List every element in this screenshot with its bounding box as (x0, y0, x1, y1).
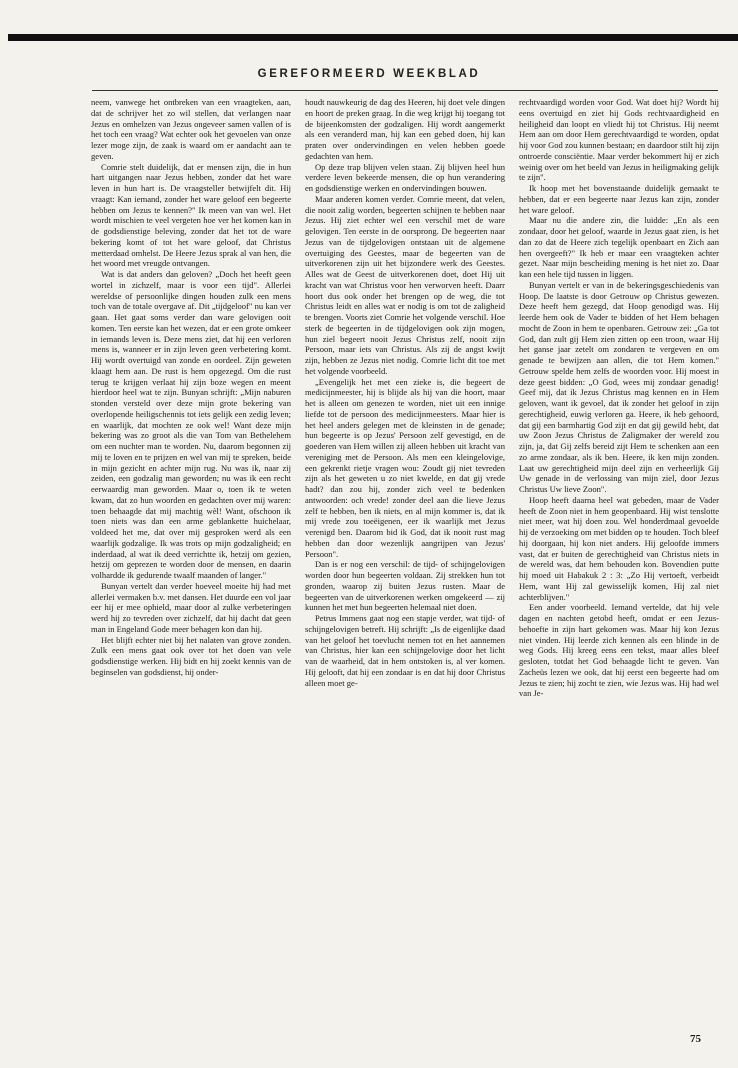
paragraph: Bunyan vertelt dan verder hoeveel moeite hij had met allerlei vermaken b.v. met dansen. Het duurde een vol jaar eer hij er mee ophield, maar door al zulke verbeteringen werd hij zo tevreden over zichzelf, dat hij dacht dat geen man in Engeland Gode meer behagen kon dan hij. (91, 580, 291, 634)
paragraph: Comrie stelt duidelijk, dat er mensen zijn, die in hun hart uitgangen naar Jezus hebben, zonder dat het ware leven in hun hart is. De vraagsteller betwijfelt dit. Hij vraagt: Kan iemand, zonder het ware geloof een begeerte hebben om Jezus te kennen?" Ik meen van van wel. Het wordt mischien te veel vergeten hoe ver het komen kan in de godsdienstige beleving, zonder dat het tot de ware bekering komt of tot het ware geloof, dat Christus metterdaad omhelst. De Heere Jezus sprak al van hen, die het woord met vreugde ontvangen. (91, 161, 291, 269)
paragraph: „Evengelijk het met een zieke is, die begeert de medicijnmeester, hij is blijde als hij van die hoort, maar het is alleen om genezen te worden, niet uit een innige liefde tot de persoon des medicijnmeesters. Maar hier is het heel anders gelegen met de kleinsten in de genade; hun begeerte is op Jezus' Persoon zelf gevestigd, en de goederen van Hem willen zij alleen hebben uit kracht van vereniging met de Persoon. Als men een kleingelovige, een gekrenkt rietje vragen wou: Zoudt gij niet tevreden zijn als het geweten u zo niet kwelde, en dat gij vrede hadt? dan zou hij, zonder zich veel te bedenken antwoorden: och vrede! zonder deel aan die lieve Jezus zelf te hebben, ben ik niets, en al mijn kommer is, dat ik mij vrede zou toeëigenen, eer ik waarlijk met Jezus verenigd ben. Daarom bid ik God, dat ik nooit rust mag hebben dan door wezenlijk aangrijpen van Jezus' Persoon". (305, 376, 505, 559)
paragraph: rechtvaardigd worden voor God. Wat doet hij? Wordt hij eens overtuigd en ziet hij Gods rechtvaardigheid en heiligheid dan loopt en vliedt hij tot Christus. Hij neemt Hem aan om door Hem gerechtvaardigd te worden, opdat hij voor God zou kunnen bestaan; en daardoor stilt hij zijn ontroerde consciëntie. Maar verder bekommert hij er zich weinig over om het beeld van Jezus in heiligmaking gelijk te zijn". (519, 97, 719, 183)
paragraph: Ik hoop met het bovenstaande duidelijk gemaakt te hebben, dat er een begeerte naar Jezus kan zijn, zonder het ware geloof. (519, 183, 719, 215)
paragraph: Petrus Immens gaat nog een stapje verder, wat tijd- of schijngelovigen betreft. Hij schrijft: „Is de eigenlijke daad van het geloof het toevlucht nemen tot en het aannemen van Christus, hier kan een schijngelovige door het licht van de waarheid, dat in hem ontstoken is, al ver komen. Hij gelooft, dat hij een zondaar is en dat hij door Christus alleen moet ge- (305, 613, 505, 688)
paragraph: houdt nauwkeurig de dag des Heeren, hij doet vele dingen en hoort de preken graag. In die weg krijgt hij toegang tot de bijeenkomsten der godzaligen. Hij wordt aangemerkt als een veranderd man, hij kan een gebed doen, hij kan praten over ondervindingen en velen hebben goede gedachten van hem. (305, 97, 505, 161)
running-title: GEREFORMEERD WEEKBLAD (257, 68, 481, 80)
article-columns (91, 97, 719, 1029)
paragraph: Maar anderen komen verder. Comrie meent, dat velen, die nooit zalig worden, begeerten schijnen te hebben naar Jezus. Hij ziet echter wel een verschil met de ware gelovigen. Ten eerste in de oorsprong. De begeerten naar Jezus van de tijdgelovigen ontstaan uit de algemene overtuiging des Geestes, maar de begeerten van de uitverkorenen zijn uit het bijzondere werk des Geestes. Alles wat de Geest de uitverkorenen doet, doet Hij uit kracht van wat Christus voor hen verworven heeft. Daarr hoort dus ook onder het brengen op de weg, die tot Christus leidt en alles wat er nodig is om tot de zaligheid te brengen. Voorts ziet Comrie het volgende verschil. Hoe sterk de begeerten in de tijdgelovigen ook zijn mogen, hun ziel begeert nooit Jezus Christus zelf, nooit zijn Persoon, maar iets van Christus. Als zij de angst kwijt zijn, hebben ze Jezus niet nodig. Comrie licht dit toe met het volgende voorbeeld. (305, 193, 505, 376)
paragraph: Een ander voorbeeld. Iemand vertelde, dat hij vele dagen en nachten getobd heeft, omdat er een Jezus-behoefte in zijn hart gekomen was. Maar hij kon Jezus niet vinden. Hij leerde zich kennen als een blinde in de weg Gods. Hij kreeg eens een tekst, maar alles bleef gesloten, totdat het God behaagde licht te geven. Van Zacheüs lezen we ook, dat hij eerst een begeerte had om Jezus te zien; hij zocht te zien, wie Jezus was. Hij had wel van Je- (519, 602, 719, 699)
column-middle (305, 97, 505, 1029)
top-rule (8, 34, 738, 41)
page-number: 75 (690, 1033, 701, 1045)
column-left (91, 97, 291, 1029)
paragraph: Hoop heeft daarna heel wat gebeden, maar de Vader heeft de Zoon niet in hem geopenbaard. Hij wist tenslotte niet meer, wat hij doen zou. Wel honderdmaal gevoelde hij de verzoeking om met bidden op te houden. Toch bleef hij doorgaan, hij kon niet anders. Hij geloofde immers vast, dat er buiten de gerechtigheid van Christus niets in de wereld was, dat hem behouden kon. Bovendien putte hij moed uit Habakuk 2 : 3: „Zo Hij vertoeft, verbeidt Hem, want Hij zal gewisselijk komen, Hij zal niet achterblijven." (519, 494, 719, 602)
paragraph: neem, vanwege het ontbreken van een vraagteken, aan, dat de schrijver het zo wil stellen, dat verlangen naar Jezus en omhelzen van Jezus ongeveer samen vallen of is het toch een vraag? Wat echter ook het gevoelen van onze lezer moge zijn, de zaak is waard om er aandacht aan te geven. (91, 97, 291, 161)
column-right (519, 97, 719, 1029)
paragraph: Dan is er nog een verschil: de tijd- of schijngelovigen worden door hun begeerten voldaan. Zij strekken hun tot gronden, waarop zij buiten Jezus rusten. Maar de begeerten van de uitverkorenen werken omgekeerd — zij kunnen het met hun begeerten helemaal niet doen. (305, 559, 505, 613)
paragraph: Bunyan vertelt er van in de bekeringsgeschiedenis van Hoop. De laatste is door Getrouw op Christus gewezen. Deze heeft hem gezegd, dat Hoop genodigd was. Hij leerde hem ook de Vader te bidden of het Hem behagen mocht de Zoon in hem te openbaren. Getrouw zei: „Ga tot God, dan zult gij Hem zien zitten op een troon, waar Hij het ganse jaar zetelt om zondaren te vergeven en om genade te bewijzen aan allen, die tot Hem komen." Getrouw spelde hem zelfs de woorden voor. Hij moest in deze geest bidden: „O God, wees mij zondaar genadig! Geef mij, dat ik Jezus Christus mag kennen en in Hem geloven, want ik gevoel, dat ik zonder het geloof in zijn gerechtigheid, euwig verloren ga. Heere, ik heb gehoord, dat gij een barmhartig God zijt en dat gij gewild hebt, dat uw Zoon Jezus Christus de Zaligmaker der wereld zou zijn, ja, dat Gij zelfs bereid zijt Hem te schenken aan een zo arme zondaar, als ik ben. Heere, ik ken mijn zonden. Laat uw gerechtigheid mijn deel zijn en verheerlijk Gij Uw genade in de verlossing van mijn ziel, door Jezus Christus Uw lieve Zoon". (519, 279, 719, 494)
paragraph: Wat is dat anders dan geloven? „Doch het heeft geen wortel in zichzelf, maar is voor een tijd". Allerlei wereldse of persoonlijke dingen houden zulk een mens toch van de totale overgave af. Dit „tijdgeloof" nu kan ver gaan. Het gaat soms verder dan ware gelovigen ooit komen. Ten eerste kan het wezen, dat er een grote omkeer in iemands leven is. Deze mens ziet, dat hij een verloren mens is, wanneer er in zijn leven geen verbetering komt. Hij wordt overtuigd van zonde en oordeel. Zijn geweten klaagt hem aan. De rust is hem opgezegd. Om die rust terug te krijgen verlaat hij zijn boze wegen en meent hierdoor heel wat te zijn. Bunyan schrijft: „Mijn naburen stonden versteld over deze mijn grote bekering van overlopende heiligschennis tot iets gelijk een zedig leven; en waarlijk, dat mochten ze ook wel! Want deze mijn bekering was zo groot als die van Tom van Bethelehem om een nuchter man te worden. Nu, daarom begonnen zij mij te loven en te prijzen en wel van mij te spreken, beide in mijn gezicht en achter mijn rug. Nu was ik, naar zij zeiden, een godzalig man geworden; nu was ik een recht eerwaardig man geworden. Maar o, toen ik te weten kwam, dat zo hun woorden en gedachten over mij waren: toen behaagde dat mij machtig wèl! Want, ofschoon ik toen niets was dan een arme geblankette huichelaar, voldeed het me, dat over mij gesproken werd als een waarlijk godzalige. Ik was trots op mijn godzaligheid; en inderdaad, al wat ik deed verrichtte ik, hetzij om gezien, hetzij om geprezen te worden door de mensen, en daarin volhardde ik gedurende twaalf maanden of langer." (91, 269, 291, 580)
header-rule (92, 90, 718, 91)
paragraph: Op deze trap blijven velen staan. Zij blijven heel hun verdere leven bekeerde mensen, die op hun verandering en godsdienstige werken en ondervindingen bouwen. (305, 161, 505, 193)
paragraph: Maar nu die andere zin, die luidde: „En als een zondaar, door het geloof, waarde in Jezus gaat zien, is het dan zo dat de Heere zich tegelijk openbaart en Zich aan hen overgeeft?" Ik heb er maar een vraagteken achter gezet. Naar mijn bescheiding mening is het niet zo. Daar kan een hele tijd tussen in liggen. (519, 215, 719, 279)
paragraph: Het blijft echter niet bij het nalaten van grove zonden. Zulk een mens gaat ook over tot het doen van vele godsdienstige werken. Hij bidt en hij zoekt kennis van de beginselen van godsdienst, hij onder- (91, 634, 291, 677)
